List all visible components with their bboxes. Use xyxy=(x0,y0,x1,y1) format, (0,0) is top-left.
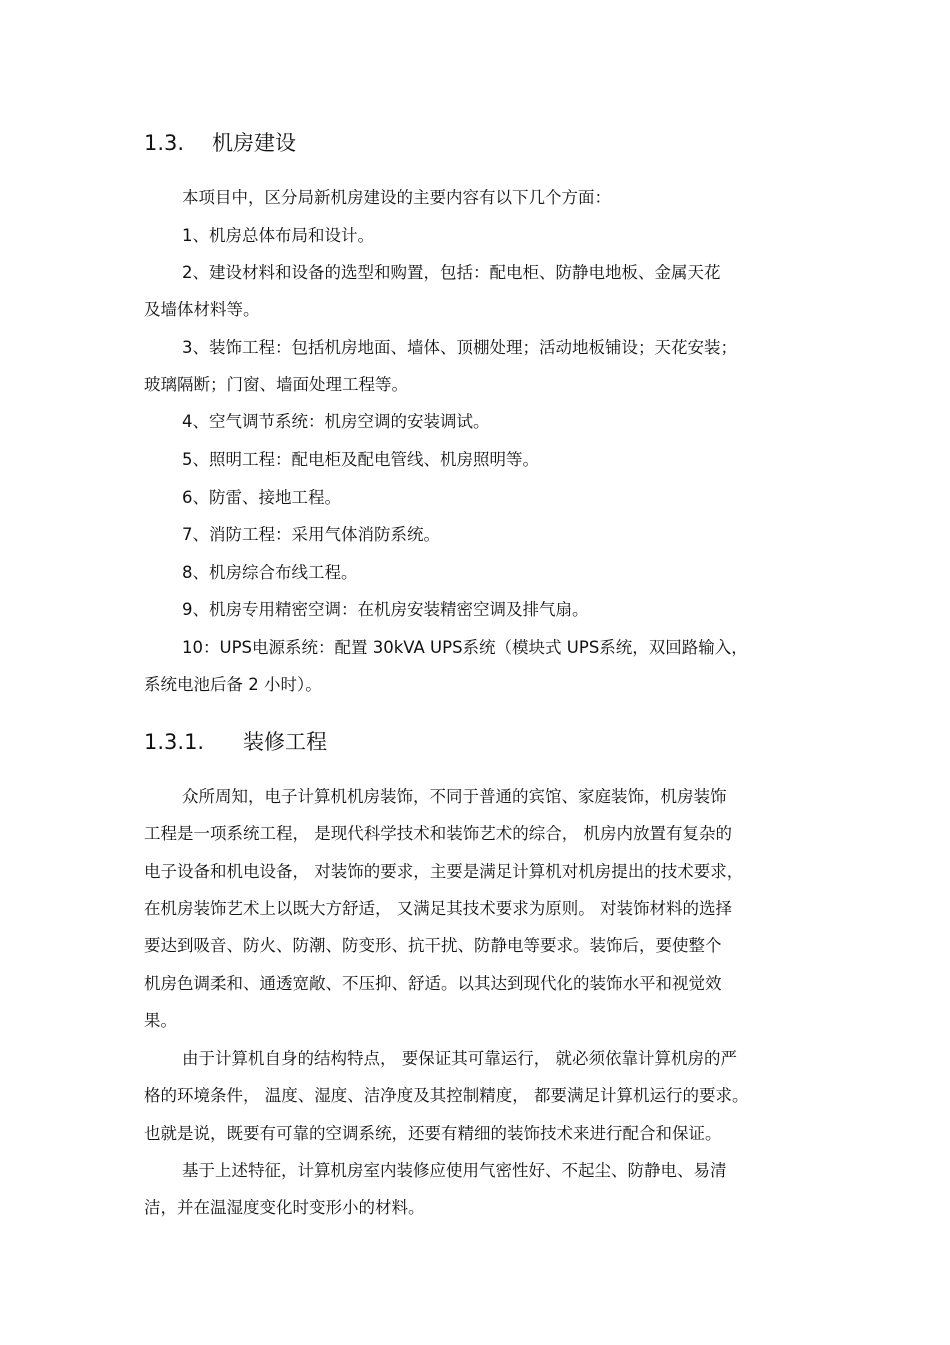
paragraph-line: 在机房装饰艺术上以既大方舒适， 又满足其技术要求为原则。 对装饰材料的选择 xyxy=(144,899,732,918)
list-item: 1、机房总体布局和设计。 xyxy=(182,226,374,245)
list-item-continuation: 系统电池后备 2 小时）。 xyxy=(144,675,322,694)
list-item: 5、照明工程：配电柜及配电管线、机房照明等。 xyxy=(182,450,539,469)
paragraph-line: 要达到吸音、防火、防潮、防变形、抗干扰、防静电等要求。装饰后，要使整个 xyxy=(144,936,722,955)
paragraph-line: 本项目中，区分局新机房建设的主要内容有以下几个方面： xyxy=(182,188,611,207)
list-item-continuation: 及墙体材料等。 xyxy=(144,300,260,319)
section-title: 机房建设 xyxy=(212,131,296,155)
section-number: 1.3.1. xyxy=(144,730,205,754)
list-item: 8、机房综合布线工程。 xyxy=(182,563,358,582)
paragraph-line: 众所周知，电子计算机机房装饰，不同于普通的宾馆、家庭装饰，机房装饰 xyxy=(182,787,727,806)
section-title: 装修工程 xyxy=(243,730,327,754)
section-heading-1-3 xyxy=(144,130,296,156)
list-item: 10：UPS电源系统：配置 30kVA UPS系统（模块式 UPS系统，双回路输入， xyxy=(182,638,748,657)
section-heading-1-3-1 xyxy=(144,729,327,755)
list-item: 3、装饰工程：包括机房地面、墙体、顶棚处理；活动地板铺设；天花安装； xyxy=(182,338,737,357)
paragraph-line: 工程是一项系统工程， 是现代科学技术和装饰艺术的综合， 机房内放置有复杂的 xyxy=(144,824,732,843)
list-item-continuation: 玻璃隔断；门窗、墙面处理工程等。 xyxy=(144,375,408,394)
paragraph-line: 也就是说，既要有可靠的空调系统，还要有精细的装饰技术来进行配合和保证。 xyxy=(144,1124,722,1143)
paragraph-line: 由于计算机自身的结构特点， 要保证其可靠运行， 就必须依靠计算机房的严 xyxy=(182,1049,737,1068)
paragraph-line: 电子设备和机电设备， 对装饰的要求，主要是满足计算机对机房提出的技术要求， xyxy=(144,862,744,881)
paragraph-line: 机房色调柔和、通透宽敞、不压抑、舒适。以其达到现代化的装饰水平和视觉效 xyxy=(144,974,722,993)
paragraph-line: 果。 xyxy=(144,1011,177,1030)
list-item: 7、消防工程：采用气体消防系统。 xyxy=(182,525,440,544)
paragraph-line: 洁，并在温湿度变化时变形小的材料。 xyxy=(144,1198,425,1217)
list-item: 4、空气调节系统：机房空调的安装调试。 xyxy=(182,412,490,431)
paragraph-line: 基于上述特征，计算机房室内装修应使用气密性好、不起尘、防静电、易清 xyxy=(182,1161,727,1180)
list-item: 9、机房专用精密空调：在机房安装精密空调及排气扇。 xyxy=(182,600,589,619)
list-item: 2、建设材料和设备的选型和购置，包括：配电柜、防静电地板、金属天花 xyxy=(182,263,721,282)
section-number: 1.3. xyxy=(144,131,185,155)
paragraph-line: 格的环境条件， 温度、湿度、洁净度及其控制精度， 都要满足计算机运行的要求。 xyxy=(144,1086,749,1105)
list-item: 6、防雷、接地工程。 xyxy=(182,488,341,507)
